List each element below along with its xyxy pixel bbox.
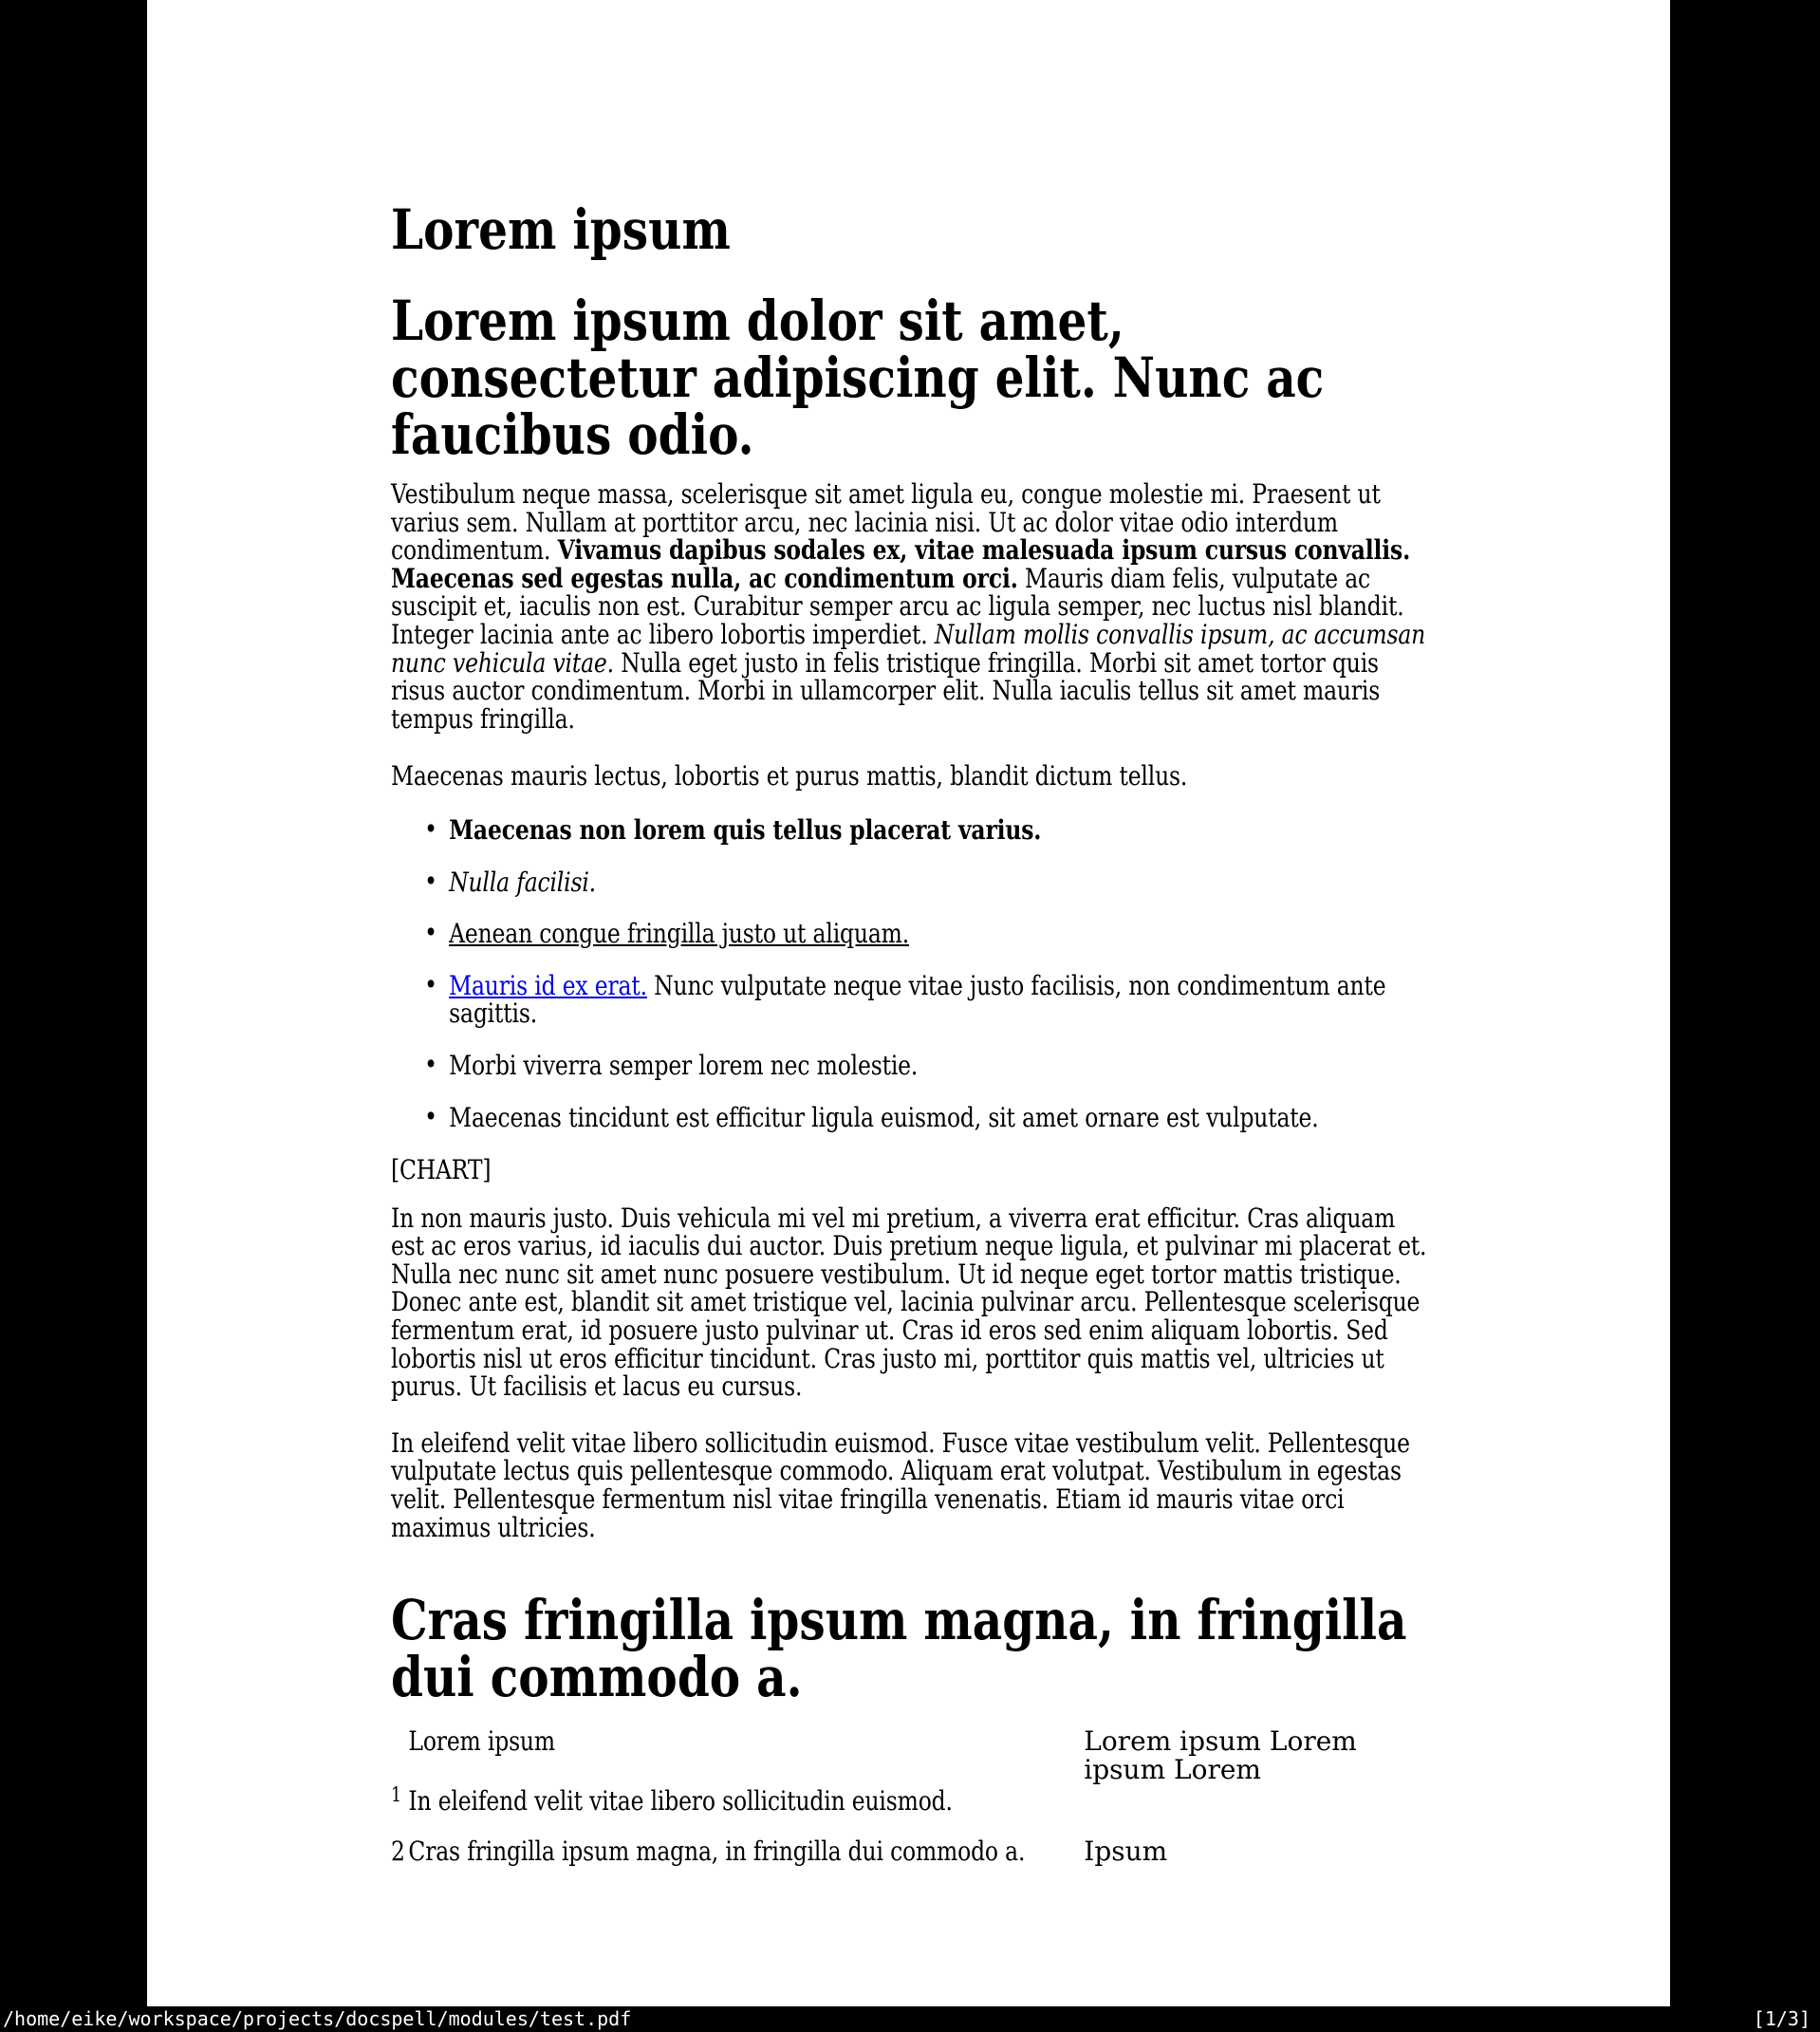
page-indicator: [1/3] (1753, 2007, 1811, 2030)
list-item-1-text: Maecenas non lorem quis tellus placerat varius. (449, 813, 1042, 846)
chart-placeholder: [CHART] (391, 1154, 492, 1186)
footnote-text: Cras fringilla ipsum magna, in fringilla dui commodo a. (408, 1836, 1026, 1867)
list-item (449, 1101, 1434, 1133)
list-item-4-text: Nunc vulputate neque vitae justo facilisis, non condimentum ante sagittis. (449, 969, 1386, 1030)
footnote-number: 1 (391, 1783, 402, 1807)
list-item-2-text: Nulla facilisi. (449, 866, 596, 898)
list-item-6-text: Maecenas tincidunt est efficitur ligula euismod, sit amet ornare est vulputate. (449, 1101, 1319, 1133)
paragraph-1-run-1: Vestibulum neque massa, scelerisque sit amet ligula eu, congue molestie mi. Praesent ut varius sem. Nullam at porttitor arcu, nec lacinia nisi. Ut ac dolor vitae odio interdum condimentum. (391, 478, 1381, 567)
list-item (449, 868, 1434, 897)
paragraph-1-run-3: Nulla eget justo in felis tristique fringilla. Morbi sit amet tortor quis risus auctor condimentum. Morbi in ullamcorper elit. Nulla iaculis tellus sit amet mauris tempus fringilla. (391, 646, 1381, 735)
list-item-3-link[interactable]: Aenean congue fringilla justo ut aliquam. (449, 918, 909, 950)
table-row (391, 1727, 1434, 1783)
file-path: /home/eike/workspace/projects/docspell/modules/test.pdf (3, 2007, 632, 2030)
table-cell-right-text: Lorem ipsum Lorem ipsum Lorem (1084, 1725, 1357, 1785)
status-bar (0, 2006, 1820, 2032)
list-item-4-link[interactable]: Mauris id ex erat. (449, 969, 647, 1001)
doc-title: Lorem ipsum (391, 197, 731, 262)
section-heading-2: Cras fringilla ipsum magna, in fringilla dui commodo a. (391, 1588, 1407, 1710)
table-row (391, 1783, 1434, 1818)
table (391, 1727, 1434, 1865)
paragraph-1-bold-run: Vivamus dapibus sodales ex, vitae malesuada ipsum cursus convallis. Maecenas sed egestas nulla, ac condimentum orci. (391, 534, 1411, 594)
list-item (449, 920, 1434, 948)
document-page (147, 0, 1670, 2006)
list-item-5-text: Morbi viverra semper lorem nec molestie. (449, 1049, 919, 1081)
table-cell-right (1084, 1727, 1433, 1783)
table-cell-right (1084, 1837, 1433, 1866)
footnote-text: In eleifend velit vitae libero sollicitudin euismod. (408, 1785, 953, 1818)
table-row (391, 1837, 1434, 1866)
list-item (449, 1049, 1434, 1081)
paragraph-1-italic-run: Nullam mollis convallis ipsum, ac accumsan nunc vehicula vitae. (391, 618, 1426, 679)
table-cell-right (1084, 1787, 1433, 1818)
document-content (391, 0, 1434, 1866)
list-item (449, 969, 1434, 1030)
footnote-number: 2 (391, 1836, 405, 1867)
paragraph-2: Maecenas mauris lectus, lobortis et purus mattis, blandit dictum tellus. (391, 760, 1188, 792)
paragraph-1 (391, 480, 1434, 733)
table-cell-num (391, 1727, 408, 1783)
table-cell-left: Lorem ipsum (408, 1725, 555, 1758)
paragraph-3: In non mauris justo. Duis vehicula mi vel mi pretium, a viverra erat efficitur. Cras aliquam est ac eros varius, id iaculis dui auctor. Duis pretium neque ligula, et pulvinar mi placerat et. Nulla nec nunc sit amet nunc posuere vestibulum. Ut id neque eget tortor mattis tristique. Donec ante est, blandit sit amet tristique vel, lacinia pulvinar arcu. Pellentesque scelerisque fermentum erat, id posuere justo pulvinar ut. Cras id eros sed enim aliquam lobortis. Sed lobortis nisl ut eros efficitur tincidunt. Cras justo mi, porttitor quis mattis vel, ultricies ut purus. Ut facilisis et lacus eu cursus. (391, 1202, 1427, 1403)
paragraph-1-run-2: Mauris diam felis, vulputate ac suscipit et, iaculis non est. Curabitur semper arcu ac ligula semper, nec luctus nisl blandit. Integer lacinia ante ac libero lobortis imperdiet. (391, 562, 1404, 650)
list-item (449, 813, 1434, 846)
paragraph-4: In eleifend velit vitae libero sollicitudin euismod. Fusce vitae vestibulum velit. Pellentesque vulputate lectus quis pellentesque commodo. Aliquam erat volutpat. Vestibulum in egestas velit. Pellentesque fermentum nisl vitae fringilla venenatis. Etiam id mauris vitae orci maximus ultricies. (391, 1426, 1410, 1543)
bullet-list (391, 813, 1434, 1133)
table-cell-right-text: Ipsum (1084, 1836, 1168, 1867)
section-heading-1: Lorem ipsum dolor sit amet, consectetur adipiscing elit. Nunc ac faucibus odio. (391, 289, 1325, 467)
